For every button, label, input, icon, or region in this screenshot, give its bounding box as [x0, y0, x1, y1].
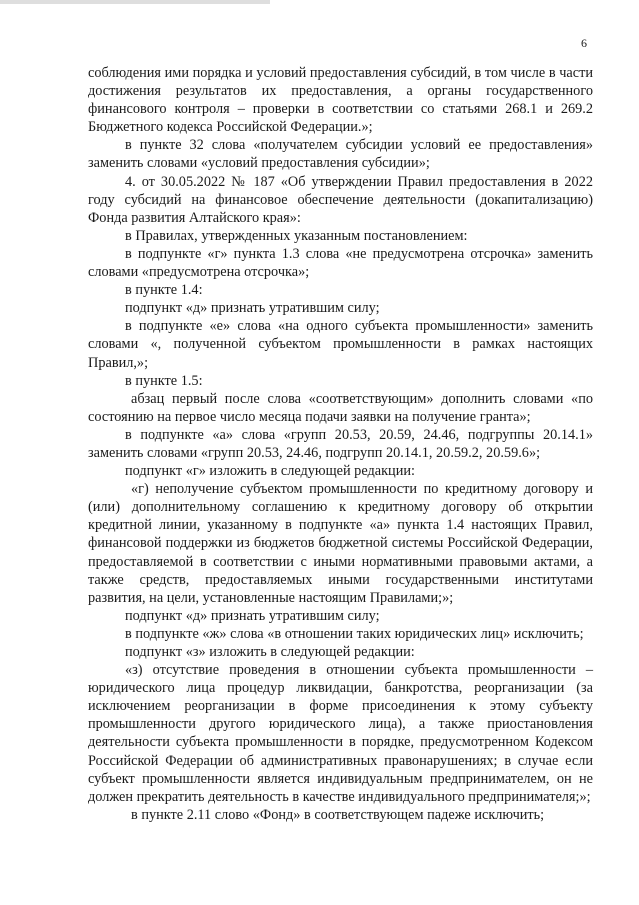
paragraph-8: в подпункте «е» слова «на одного субъекта промышленности» заменить словами «, полученной субъектом промышленности в рамках настоящих Правил,»; [88, 318, 593, 371]
paragraph-4: в Правилах, утвержденных указанным постановлением: [125, 227, 468, 244]
paragraph-13: «г) неполучение субъектом промышленности по кредитному договору и (или) дополнительному соглашению к кредитному договору об открытии кредитной линии, указанному в подпункте «а» пункта 1.4 настоящих Правил, финансовой поддержки из бюджетов бюджетной системы Российской Федерации, предоставляемой в соответствии с иными нормативными правовыми актами, а также средств, предоставляемых иными государственными институтами развития, на цели, установленные настоящим Правилами;»; [88, 481, 593, 606]
paragraph-7: подпункт «д» признать утратившим силу; [125, 300, 380, 317]
page-number: 6 [581, 36, 587, 50]
paragraph-12: подпункт «г» изложить в следующей редакции: [125, 463, 415, 480]
paragraph-10: абзац первый после слова «соответствующим» дополнить словами «по состоянию на первое число месяца подачи заявки на получение гранта»; [88, 390, 593, 425]
paragraph-11: в подпункте «а» слова «групп 20.53, 20.59, 24.46, подгруппы 20.14.1» заменить словами «групп 20.53, 24.46, подгрупп 20.14.1, 20.59.2, 20.59.6»; [88, 426, 593, 461]
paragraph-9: в пункте 1.5: [125, 372, 203, 389]
paragraph-18: в пункте 2.11 слово «Фонд» в соответствующем падеже исключить; [131, 806, 545, 823]
paragraph-5: в подпункте «г» пункта 1.3 слова «не предусмотрена отсрочка» заменить словами «предусмотрена отсрочка»; [88, 245, 593, 281]
paragraph-3: 4. от 30.05.2022 № 187 «Об утверждении Правил предоставления в 2022 году субсидий на финансовое обеспечение деятельности (докапитализацию) Фонда развития Алтайского края»: [88, 173, 593, 226]
paragraph-1: соблюдения ими порядка и условий предоставления субсидий, в том числе в части достижения результатов их предоставления, а органы государственного финансового контроля – проверки в соответствии со статьями 268.1 и 269.2 Бюджетного кодекса Российской Федерации.»; [88, 65, 593, 136]
scan-top-edge [0, 0, 270, 4]
paragraph-6: в пункте 1.4: [125, 282, 203, 299]
document-body [88, 64, 593, 824]
paragraph-16: подпункт «з» изложить в следующей редакции: [125, 644, 415, 660]
paragraph-14: подпункт «д» признать утратившим силу; [125, 607, 380, 624]
paragraph-17: «з) отсутствие проведения в отношении субъекта промышленности – юридического лица процедур ликвидации, банкротства, реорганизации (за исключением реорганизации в форме присоединения к этому субъекту промышленности другого юридического лица), а также приостановления деятельности субъекта промышленности в порядке, предусмотренном Кодексом Российской Федерации об административных правонарушениях; в случае если субъект промышленности является индивидуальным предпринимателем, он не должен прекратить деятельность в качестве индивидуального предпринимателя;»; [88, 662, 593, 805]
paragraph-2: в пункте 32 слова «получателем субсидии условий ее предоставления» заменить словами «условий предоставления субсидии»; [88, 137, 593, 172]
paragraph-15: в подпункте «ж» слова «в отношении таких юридических лиц» исключить; [125, 625, 584, 642]
